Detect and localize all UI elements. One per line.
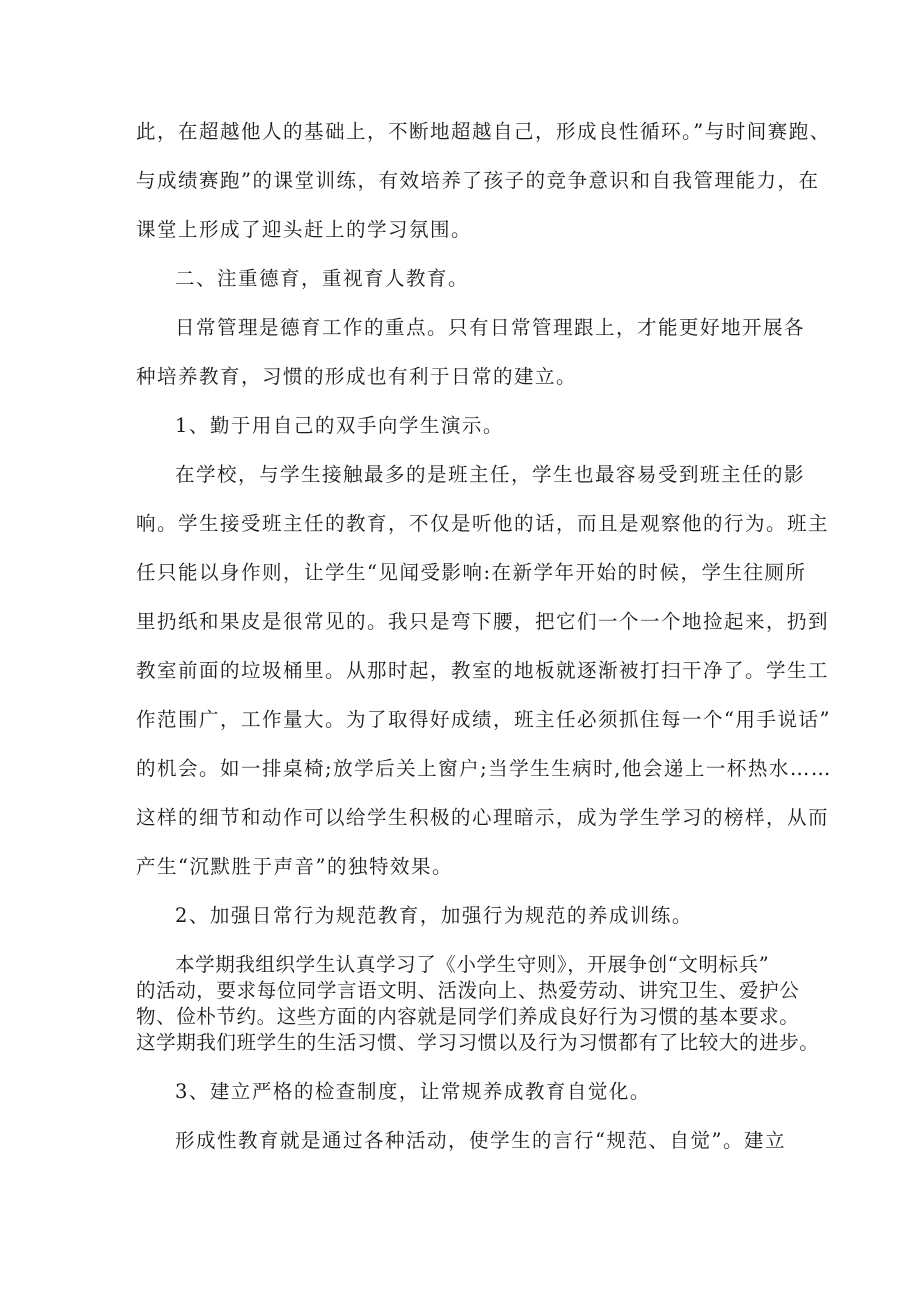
paragraph-line: 日常管理是德育工作的重点。只有日常管理跟上，才能更好地开展各 bbox=[175, 316, 806, 339]
paragraph-line: 响。学生接受班主任的教育，不仅是听他的话，而且是观察他的行为。班主 bbox=[136, 512, 830, 535]
paragraph-line: 种培养教育，习惯的形成也有利于日常的建立。 bbox=[136, 365, 578, 388]
paragraph-line: 形成性教育就是通过各种活动，使学生的言行“规范、自觉”。建立 bbox=[175, 1129, 786, 1152]
paragraph-line: 任只能以身作则，让学生“见闻受影响:在新学年开始的时候，学生往厕所 bbox=[136, 561, 807, 584]
subsection-heading: 1、勤于用自己的双手向学生演示。 bbox=[175, 414, 504, 437]
paragraph-line: 的机会。如一排桌椅;放学后关上窗户;当学生生病时,他会递上一杯热水…… bbox=[136, 757, 832, 780]
paragraph-line: 此，在超越他人的基础上，不断地超越自己，形成良性循环。”与时间赛跑、 bbox=[136, 120, 831, 143]
paragraph-line: 课堂上形成了迎头赶上的学习氛围。 bbox=[136, 218, 473, 241]
paragraph-line: 作范围广，工作量大。为了取得好成绩，班主任必须抓住每一个“用手说话” bbox=[136, 708, 831, 731]
paragraph-line: 教室前面的垃圾桶里。从那时起，教室的地板就逐渐被打扫干净了。学生工 bbox=[136, 659, 830, 682]
paragraph-line: 与成绩赛跑”的课堂训练，有效培养了孩子的竞争意识和自我管理能力，在 bbox=[136, 169, 820, 192]
paragraph-line: 物、俭朴节约。这些方面的内容就是同学们养成良好行为习惯的基本要求。 bbox=[136, 1005, 800, 1028]
paragraph-line: 产生“沉默胜于声音”的独特效果。 bbox=[136, 855, 453, 878]
paragraph-line: 的活动，要求每位同学言语文明、活泼向上、热爱劳动、讲究卫生、爱护公 bbox=[136, 979, 800, 1002]
section-heading: 二、注重德育，重视育人教育。 bbox=[175, 267, 470, 290]
paragraph-line: 这样的细节和动作可以给学生积极的心理暗示，成为学生学习的榜样，从而 bbox=[136, 806, 830, 829]
subsection-heading: 3、建立严格的检查制度，让常规养成教育自觉化。 bbox=[175, 1080, 651, 1103]
paragraph-line: 本学期我组织学生认真学习了《小学生守则》，开展争创“文明标兵” bbox=[175, 953, 770, 976]
paragraph-line: 里扔纸和果皮是很常见的。我只是弯下腰，把它们一个一个地捡起来，扔到 bbox=[136, 610, 830, 633]
paragraph-line: 这学期我们班学生的生活习惯、学习习惯以及行为习惯都有了比较大的进步。 bbox=[136, 1031, 820, 1054]
paragraph-line: 在学校，与学生接触最多的是班主任，学生也最容易受到班主任的影 bbox=[175, 463, 806, 486]
subsection-heading: 2、加强日常行为规范教育，加强行为规范的养成训练。 bbox=[175, 904, 693, 927]
